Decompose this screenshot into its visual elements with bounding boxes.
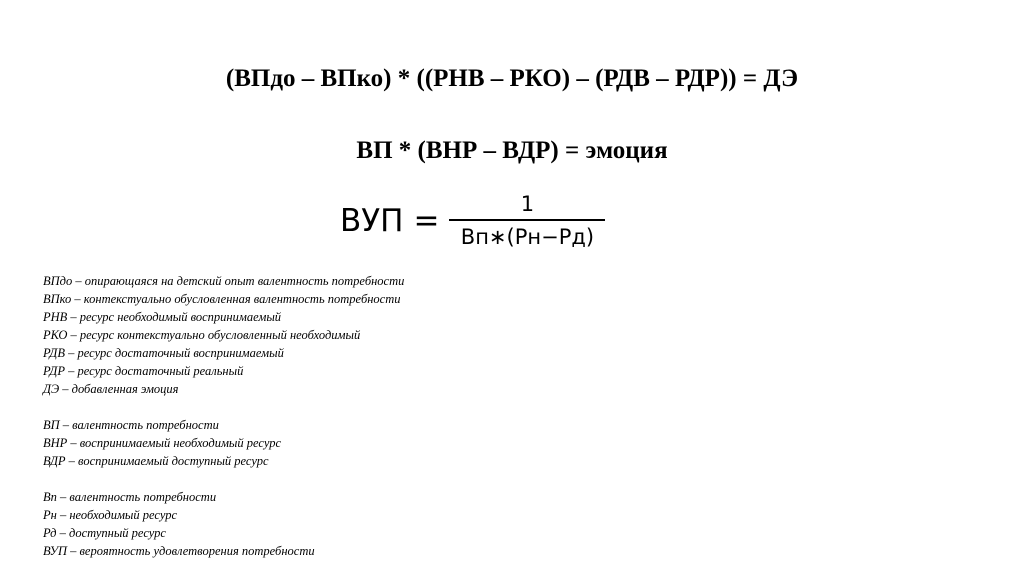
vup-equals: = <box>413 203 440 239</box>
vup-numerator: 1 <box>520 192 535 216</box>
formula-emotion: ВП * (ВНР – ВДР) = эмоция <box>356 137 668 164</box>
formula-added-emotion: (ВПдо – ВПко) * ((РНВ – РКО) – (РДВ – РДР)) = ДЭ <box>225 65 799 92</box>
vup-lhs: ВУП <box>340 203 404 239</box>
spacer <box>43 470 404 488</box>
definition-vup: ВУП – вероятность удовлетворения потребности <box>43 544 315 558</box>
definition-vp-lower: Вп – валентность потребности <box>43 490 217 504</box>
definition-rdv: РДВ – ресурс достаточный воспринимаемый <box>43 346 284 360</box>
spacer <box>43 398 404 416</box>
formula-vup <box>340 186 605 256</box>
vup-fraction <box>449 191 605 251</box>
definition-vpdo: ВПдо – опирающаяся на детский опыт валентность потребности <box>43 274 405 288</box>
definition-rko: РКО – ресурс контекстуально обусловленный необходимый <box>43 328 361 342</box>
definition-rnv: РНВ – ресурс необходимый воспринимаемый <box>43 310 282 324</box>
vup-denominator: Вп∗(Рн−Рд) <box>460 225 595 249</box>
definition-rn: Рн – необходимый ресурс <box>43 508 178 522</box>
definition-de: ДЭ – добавленная эмоция <box>43 382 179 396</box>
definition-vdr: ВДР – воспринимаемый доступный ресурс <box>43 454 269 468</box>
definition-rdr: РДР – ресурс достаточный реальный <box>43 364 244 378</box>
definition-vpko: ВПко – контекстуально обусловленная валентность потребности <box>43 292 401 306</box>
definition-rd: Рд – доступный ресурс <box>43 526 166 540</box>
definition-vnr: ВНР – воспринимаемый необходимый ресурс <box>43 436 282 450</box>
definition-vp: ВП – валентность потребности <box>43 418 219 432</box>
definitions-list <box>43 272 404 560</box>
